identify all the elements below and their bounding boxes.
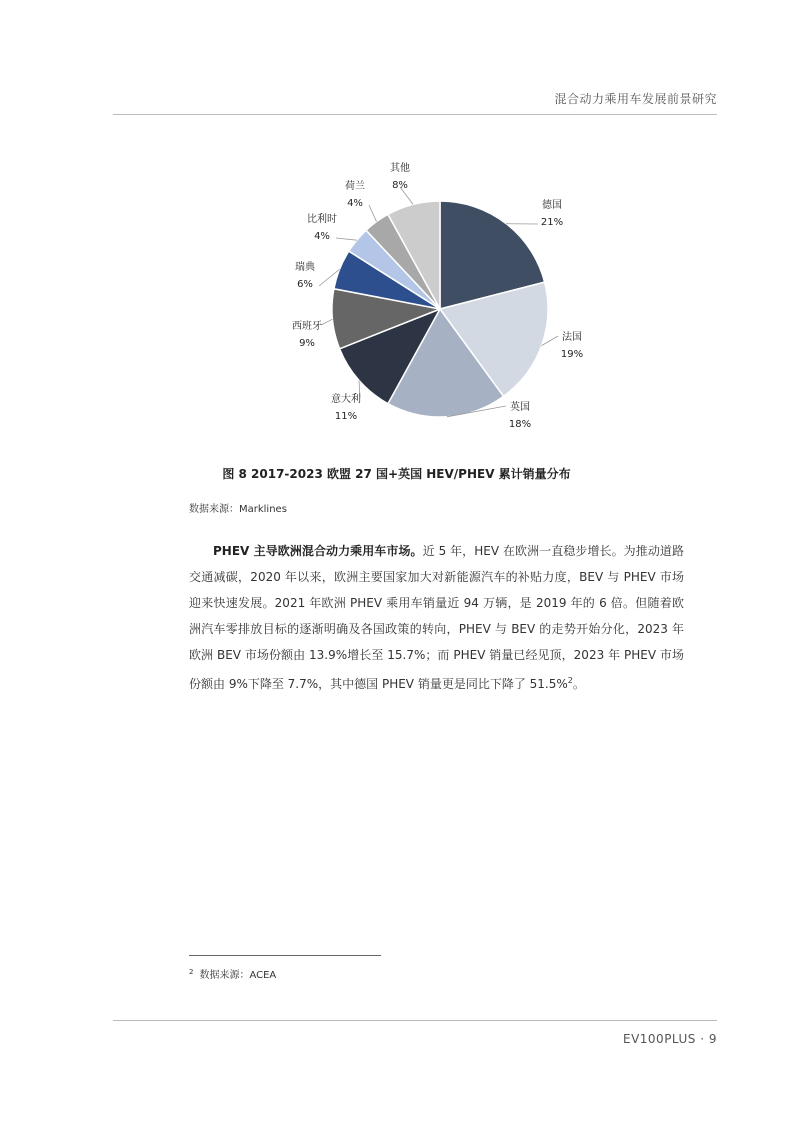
slice-label: 荷兰 — [345, 181, 365, 192]
slice-label: 德国 — [542, 200, 562, 211]
slice-value-label: 9% — [299, 338, 315, 349]
slice-value-label: 4% — [347, 198, 363, 209]
slice-label: 瑞典 — [295, 262, 315, 273]
footnote — [189, 966, 276, 981]
slice-value-label: 11% — [334, 411, 358, 422]
paragraph-text: 近 5 年，HEV 在欧洲一直稳步增长。为推动道路交通减碳，2020 年以来，欧洲主要国家加大对新能源汽车的补贴力度，BEV 与 PHEV 市场迎来快速发展。2021 年欧洲 PHEV 乘用车销量近 94 万辆，是 2019 年的 6 倍。但随着欧洲汽车零排放目标的逐渐明确及各国政策的转向，PHEV 与 BEV 的走势开始分化，2023 年欧洲 BEV 市场份额由 13.9%增长至 15.7%；而 PHEV 销量已经见顶，2023 年 PHEV 市场份额由 9%下降至 7.7%，其中德国 PHEV 销量更是同比下降了 51.5% — [189, 544, 684, 691]
leader-line — [369, 205, 377, 222]
paragraph-lead: PHEV 主导欧洲混合动力乘用车市场。 — [213, 544, 423, 558]
footer-divider — [113, 1020, 717, 1021]
leader-line — [321, 319, 333, 325]
slice-label: 比利时 — [307, 214, 337, 225]
slice-label: 西班牙 — [292, 321, 322, 332]
paragraph-end: 。 — [572, 677, 585, 691]
footnote-ref: 2 — [567, 676, 573, 685]
footnote-divider — [189, 955, 381, 956]
figure-source: 数据来源：Marklines — [189, 504, 287, 515]
header-divider — [113, 114, 717, 115]
footnote-text: 数据来源：ACEA — [199, 970, 277, 981]
slice-value-label: 8% — [392, 180, 408, 191]
slice-value-label: 4% — [314, 231, 330, 242]
figure-caption: 图 8 2017-2023 欧盟 27 国+英国 HEV/PHEV 累计销量分布 — [222, 467, 571, 481]
slice-label: 意大利 — [331, 394, 361, 405]
body-paragraph — [189, 538, 684, 697]
pie-chart — [250, 160, 630, 450]
leader-line — [336, 238, 357, 240]
slice-value-label: 18% — [508, 419, 532, 430]
running-header: 混合动力乘用车发展前景研究 — [554, 92, 717, 106]
page-footer: EV100PLUS · 9 — [623, 1032, 717, 1046]
footnote-mark: 2 — [189, 967, 194, 976]
slice-label: 法国 — [562, 332, 582, 343]
slice-value-label: 21% — [540, 217, 564, 228]
slice-label: 其他 — [390, 163, 410, 174]
slice-value-label: 19% — [560, 349, 584, 360]
slice-label: 英国 — [510, 402, 530, 413]
slice-value-label: 6% — [297, 279, 313, 290]
